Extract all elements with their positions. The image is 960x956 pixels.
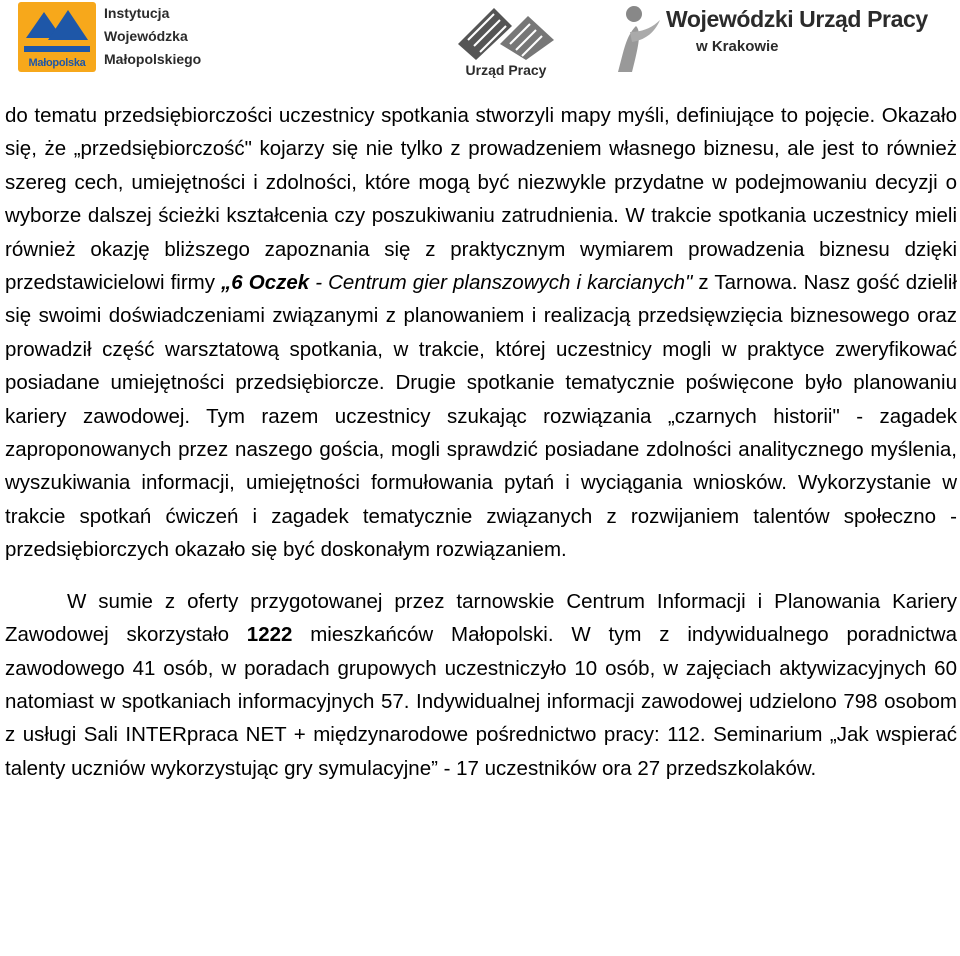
- paragraph-1-text-b: z Tarnowa. Nasz gość dzielił się swoimi doświadczeniami związanymi z planowaniem i realizacją przedsięwzięcia biznesowego oraz prowadził część warsztatową spotkania, w trakcie, której uczestnicy mogli w praktyce zweryfikować posiadane umiejętności przedsiębiorcze. Drugie spotkanie tematycznie poświęcone było planowaniu kariery zawodowej. Tym razem uczestnicy szukając rozwiązania „czarnych historii" - zagadek zaproponowanych przez naszego gościa, mogli sprawdzić posiadane zdolności analitycznego myślenia, wyszukiwania informacji, umiejętności formułowania pytań i wyciągania wniosków. Wykorzystanie w trakcie spotkań ćwiczeń i zagadek tematycznie związanych z rozwijaniem talentów społeczno - przedsiębiorczych okazało się być doskonałym rozwiązaniem.: [5, 271, 957, 562]
- person-figure-icon: [608, 2, 664, 76]
- total-count-bold: 1222: [246, 623, 293, 647]
- document-body: [5, 99, 957, 785]
- urzad-pracy-text: Urząd Pracy: [465, 62, 547, 78]
- company-name-bold: „6 Oczek: [221, 271, 310, 295]
- institution-line-2: Wojewódzka: [104, 28, 188, 44]
- wup-krakow-logo: [608, 2, 948, 82]
- institution-line-1: Instytucja: [104, 5, 170, 21]
- company-name-rest: - Centrum gier planszowych i karcianych": [309, 271, 693, 295]
- urzad-pracy-emblem-icon: [454, 4, 558, 60]
- page-header: [0, 0, 960, 86]
- wup-title: Wojewódzki Urząd Pracy: [666, 6, 928, 32]
- paragraph-2-text-a: W sumie z oferty przygotowanej przez tarnowskie Centrum Informacji i Planowania Kariery Zawodowej skorzystało: [5, 589, 957, 647]
- urzad-pracy-logo: [448, 4, 568, 84]
- paragraph-1: [5, 99, 957, 567]
- malopolska-logo: [18, 2, 96, 72]
- paragraph-2: [5, 585, 957, 785]
- institution-name: [104, 2, 201, 71]
- paragraph-2-text-b: mieszkańców Małopolski. W tym z indywidualnego poradnictwa zawodowego 41 osób, w poradach grupowych uczestniczyło 10 osób, w zajęciach aktywizacyjnych 60 natomiast w spotkaniach informacyjnych 57. Indywidualnej informacji zawodowej udzielono 798 osobom z usługi Sali INTERpraca NET + międzynarodowe pośrednictwo pracy: 112. Seminarium „Jak wspierać talenty uczniów wykorzystując gry symulacyjne” - 17 uczestników ora 27 przedszkolaków.: [5, 623, 957, 780]
- wup-subtitle: w Krakowie: [696, 38, 779, 55]
- institution-line-3: Małopolskiego: [104, 51, 202, 67]
- paragraph-1-text-a: do tematu przedsiębiorczości uczestnicy spotkania stworzyli mapy myśli, definiujące to pojęcie. Okazało się, że „przedsiębiorczość" kojarzy się nie tylko z prowadzeniem własnego biznesu, ale jest to również szereg cech, umiejętności i zdolności, które mogą być niezwykle przydatne w podejmowaniu decyzji o wyborze dalszej ścieżki kształcenia czy poszukiwaniu zatrudnienia. W trakcie spotkania uczestnicy mieli również okazję bliższego zapoznania się z praktycznym wymiarem prowadzenia biznesu dzięki przedstawicielowi firmy: [5, 104, 957, 295]
- malopolska-logo-text: Małopolska: [28, 57, 86, 69]
